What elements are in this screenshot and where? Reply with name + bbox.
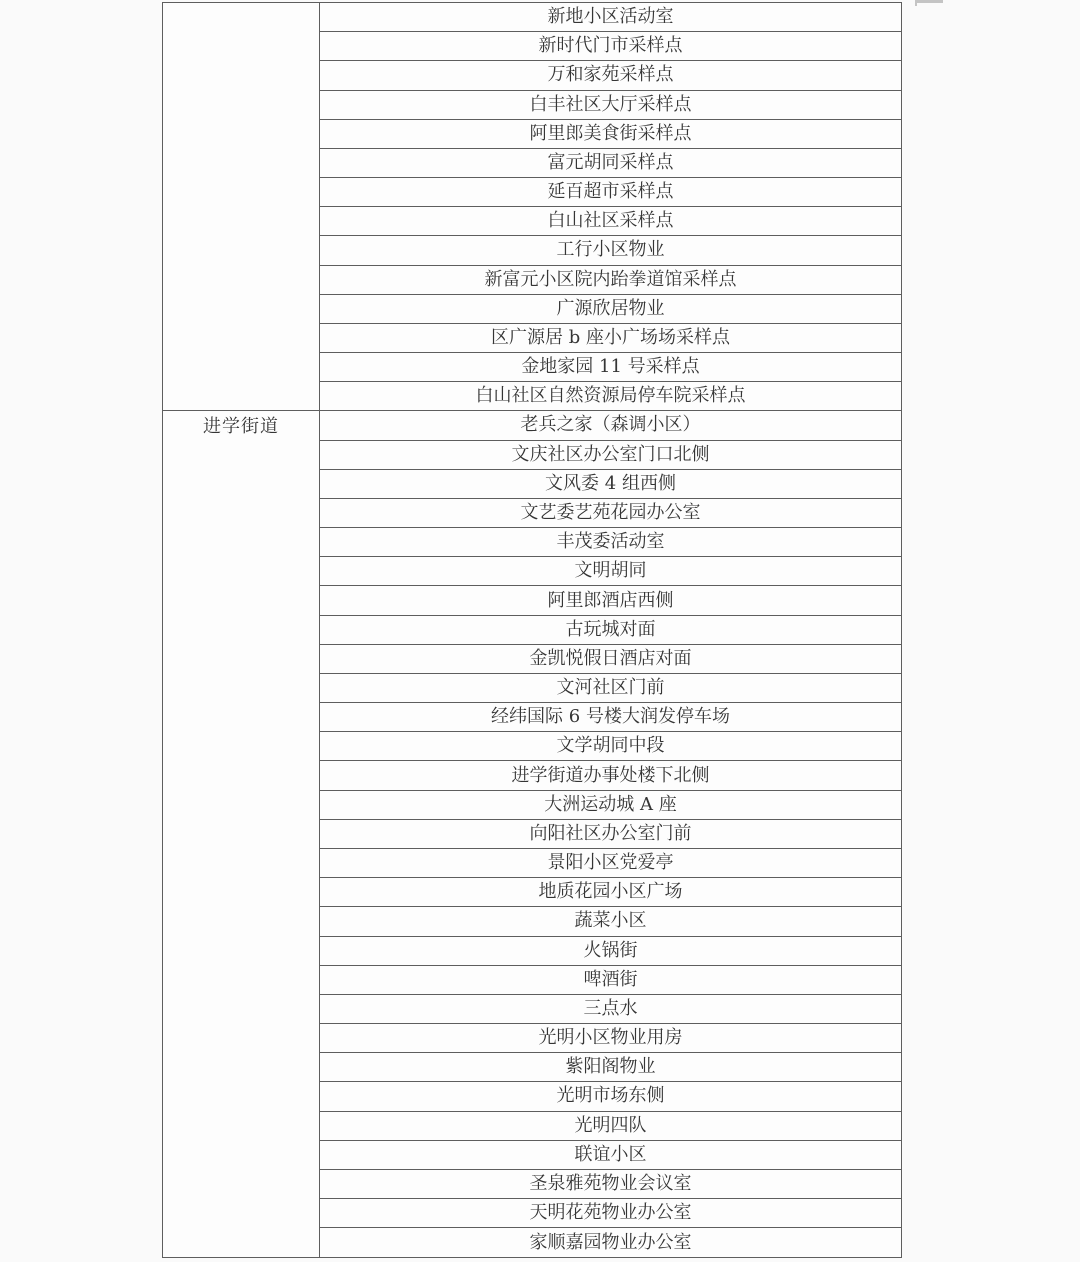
sampling-location-cell: 联谊小区: [320, 1140, 902, 1169]
sampling-location-cell: 光明市场东侧: [320, 1082, 902, 1111]
sampling-location-cell: 新地小区活动室: [320, 3, 902, 32]
sampling-location-cell: 文明胡同: [320, 557, 902, 586]
sampling-location-cell: 白山社区采样点: [320, 207, 902, 236]
sampling-location-cell: 文学胡同中段: [320, 732, 902, 761]
sampling-location-cell: 圣泉雅苑物业会议室: [320, 1169, 902, 1198]
sampling-location-cell: 万和家苑采样点: [320, 61, 902, 90]
sampling-location-cell: 文庆社区办公室门口北侧: [320, 440, 902, 469]
sampling-location-cell: 景阳小区党爱亭: [320, 848, 902, 877]
sampling-location-cell: 白丰社区大厅采样点: [320, 90, 902, 119]
sampling-location-cell: 大洲运动城 A 座: [320, 790, 902, 819]
sampling-location-cell: 文艺委艺苑花园办公室: [320, 498, 902, 527]
street-name-cell: 进学街道: [163, 411, 320, 1258]
sampling-location-cell: 啤酒街: [320, 965, 902, 994]
sampling-location-cell: 新时代门市采样点: [320, 32, 902, 61]
sampling-location-cell: 白山社区自然资源局停车院采样点: [320, 382, 902, 411]
sampling-location-cell: 向阳社区办公室门前: [320, 819, 902, 848]
table-row: [163, 3, 902, 32]
sampling-location-cell: 区广源居 b 座小广场场采样点: [320, 323, 902, 352]
sampling-location-cell: 光明小区物业用房: [320, 1024, 902, 1053]
sampling-location-cell: 阿里郎酒店西侧: [320, 586, 902, 615]
sampling-location-cell: 古玩城对面: [320, 615, 902, 644]
sampling-location-cell: 阿里郎美食街采样点: [320, 119, 902, 148]
sampling-location-cell: 金凯悦假日酒店对面: [320, 644, 902, 673]
sampling-location-cell: 天明花苑物业办公室: [320, 1199, 902, 1228]
sampling-location-cell: 三点水: [320, 994, 902, 1023]
sampling-location-cell: 老兵之家（森调小区）: [320, 411, 902, 440]
cropped-border-artifact: [915, 0, 943, 6]
street-name-cell: [163, 3, 320, 411]
sampling-location-cell: 经纬国际 6 号楼大润发停车场: [320, 703, 902, 732]
sampling-location-cell: 紫阳阁物业: [320, 1053, 902, 1082]
sampling-points-table: [162, 2, 902, 1258]
sampling-location-cell: 光明四队: [320, 1111, 902, 1140]
table-body: [163, 3, 902, 1258]
sampling-location-cell: 蔬菜小区: [320, 907, 902, 936]
sampling-location-cell: 文河社区门前: [320, 673, 902, 702]
sampling-location-cell: 文风委 4 组西侧: [320, 469, 902, 498]
sampling-location-cell: 丰茂委活动室: [320, 528, 902, 557]
sampling-location-cell: 工行小区物业: [320, 236, 902, 265]
sampling-location-cell: 火锅街: [320, 936, 902, 965]
sampling-location-cell: 进学街道办事处楼下北侧: [320, 761, 902, 790]
sampling-location-cell: 延百超市采样点: [320, 178, 902, 207]
sampling-location-cell: 广源欣居物业: [320, 294, 902, 323]
sampling-location-cell: 金地家园 11 号采样点: [320, 353, 902, 382]
table-row: [163, 411, 902, 440]
sampling-location-cell: 新富元小区院内跆拳道馆采样点: [320, 265, 902, 294]
sampling-location-cell: 富元胡同采样点: [320, 148, 902, 177]
sampling-location-cell: 家顺嘉园物业办公室: [320, 1228, 902, 1258]
sampling-location-cell: 地质花园小区广场: [320, 878, 902, 907]
